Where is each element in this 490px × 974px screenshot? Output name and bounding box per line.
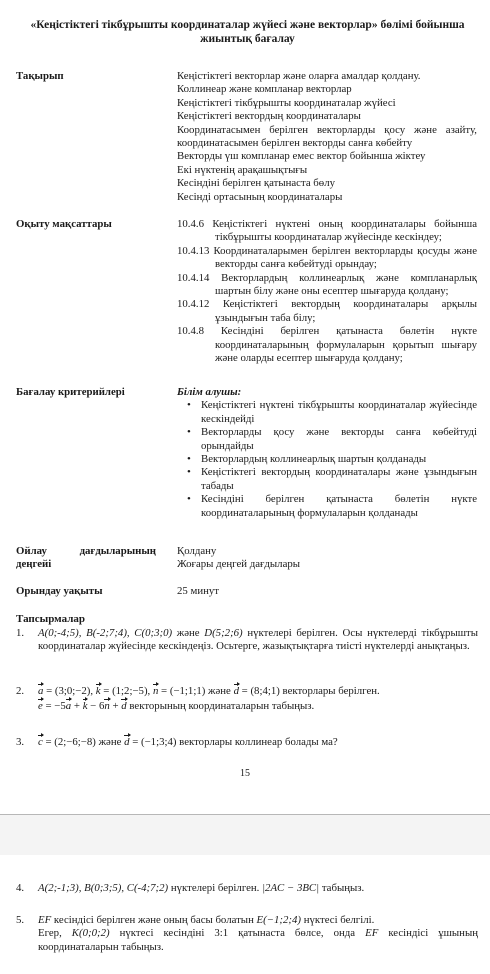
criteria-item: • Кеңістіктегі нүктені тікбұрышты координаталар жүйесінде кескіндейді [177,399,477,426]
task-and: және [176,627,200,639]
thinking-label-line1: Ойлау дағдыларының [16,545,156,557]
task-body: векторлары берілген. [282,685,380,697]
task-number: 3. [16,736,25,748]
topic-item: Кеңістіктегі тікбұрышты координаталар жүйесі [177,96,396,109]
page-gap [0,815,490,855]
topic-item: Векторды үш компланар емес вектор бойынша жіктеу [177,150,426,163]
criteria-item: • Векторларды қосу және векторды санға көбейтуді орындайды [177,426,477,453]
task-text [38,736,478,749]
topic-item: Коллинеар және компланар векторлар [177,83,352,96]
time-label: Орындау уақыты [16,585,103,597]
objectives-label: Оқыту мақсаттары [16,218,112,230]
page-number: 15 [240,768,250,779]
criteria-item: • Кеңістіктегі вектордың координаталары және ұзындығын табады [177,466,477,493]
vector-n: n [104,700,110,713]
thinking-value: Қолдану [177,545,217,557]
expr-eq: = −5 [42,700,66,713]
expr-minus: − 6 [87,700,105,713]
objectives-list [177,218,477,365]
task-and: және [208,685,231,697]
task-body: Егер, [38,927,62,940]
point-e: E(−1;2;4) [256,914,302,926]
task-body: векторының координаталарын табыңыз. [129,700,315,713]
task-body: кесіндісі берілген және оның басы болатын [53,914,254,926]
task-text [38,627,478,654]
topic-item: Координатасымен берілген векторларды қосу және азайту, координатасымен берілген векторды санға көбейту [177,123,477,150]
segment-ef: EF [38,914,52,926]
task-body: нүктелері берілген. Осы нүктелерді тікбұрышты координаталар жүйесінде кескіндеңіз. Осьтерге, жазықтықтарға тиісті нүктелерді анықтаңыз. [38,627,478,653]
task-body: нүктелері берілген. [170,882,260,894]
task-body: табыңыз. [321,882,365,894]
expr-plus: + [71,700,83,713]
vector-a-value: = (3;0;−2), [43,685,94,697]
thinking-values [177,545,477,572]
vector-k: k [82,700,88,713]
task-points: A(2;-1;3), B(0;3;5), C(-4;7;2) [38,882,169,894]
task-text [38,685,478,714]
topic-item: Екі нүктенің арақашықтығы [177,163,308,176]
vector-d-value: = (8;4;1) [238,685,280,697]
task-point-d: D(5;2;6) [204,627,243,639]
vector-k: k [95,685,101,697]
thinking-label [16,545,156,572]
tasks-heading: Тапсырмалар [16,613,85,625]
vector-a: a [38,685,44,697]
objective-item: 10.4.8 Кесіндіні берілген қатынаста бөлетін нүкте координаталарының формулаларын қорытып шығару және оларды есептер шығаруда қолдану; [177,325,477,365]
topic-item: Кесінді ортасының координаталары [177,190,343,203]
task-number: 4. [16,882,25,894]
criteria-label: Бағалау критерийлері [16,386,125,398]
document-title: «Кеңістіктегі тікбұрышты координаталар жүйесі және векторлар» бөлімі бойынша жиынтық бағалау [30,19,465,45]
task-body: нүктесі кесіндіні 3:1 қатынаста бөлсе, онда [119,927,356,940]
vector-d: d [233,685,239,697]
point-k: K(0;0;2) [71,927,110,940]
thinking-value: Жоғары деңгей дағдылары [177,558,301,571]
criteria-list [177,386,477,520]
task-points: A(0;-4;5), B(-2;7;4), C(0;3;0) [38,627,173,639]
task-number: 2. [16,685,25,697]
vector-a: a [65,700,72,713]
vector-n-value: = (−1;1;1) [158,685,206,697]
vector-e: e [38,700,43,713]
task-text [38,914,478,954]
expr-plus: + [109,700,122,713]
time-value: 25 минут [177,585,220,597]
vector-d-value: = (−1;3;4) [129,736,177,748]
task-expression: |2AC − 3BC| [262,882,320,894]
task-body: нүктесі белгілі. [303,914,375,926]
task-number: 1. [16,627,25,639]
objective-item: 10.4.13 Координаталарымен берілген векторларды қосуды және векторды санға көбейтуді орындау; [177,244,477,271]
segment-ef: EF [365,927,379,940]
task-number: 5. [16,914,25,926]
vector-n: n [152,685,159,697]
criteria-item: • Векторлардың коллинеарлық шартын қолданады [177,453,477,466]
objective-item: 10.4.6 Кеңістіктегі нүктені оның координаталары бойынша тікбұрышты координаталар жүйесінде кескіндеу; [177,218,477,244]
vector-c: c [38,736,43,748]
task-body: векторлары коллинеар болады ма? [179,736,338,748]
vector-k-value: = (1;2;−5), [100,685,151,697]
topic-item: Кеңістіктегі вектордың координаталары [177,110,361,123]
task-and: және [98,736,122,748]
objective-item: 10.4.12 Кеңістіктегі вектордың координаталары арқылы ұзындығын таба білу; [177,298,477,324]
topic-list [177,70,477,204]
topic-item: Кесіндіні берілген қатынаста бөлу [177,177,335,190]
topic-item: Кеңістіктегі векторлар және оларға амалдар қолдану. [177,70,421,82]
topic-label: Тақырып [16,70,64,82]
task-text [38,882,478,895]
vector-c-value: = (2;−6;−8) [42,736,96,748]
vector-d: d [121,700,127,713]
thinking-label-line2: деңгейі [16,558,52,571]
task-body: кесіндісі ұшының координаталарын табыңыз. [38,927,478,953]
criteria-head: Білім алушы: [177,386,242,398]
objective-item: 10.4.14 Векторлардың коллинеарлық және компланарлық шартын білу және оны есептер шығаруда қолдану; [177,271,477,298]
criteria-item: • Кесіндіні берілген қатынаста бөлетін нүкте координаталарының формулаларын қолданады [177,493,477,520]
vector-d: d [124,736,130,748]
